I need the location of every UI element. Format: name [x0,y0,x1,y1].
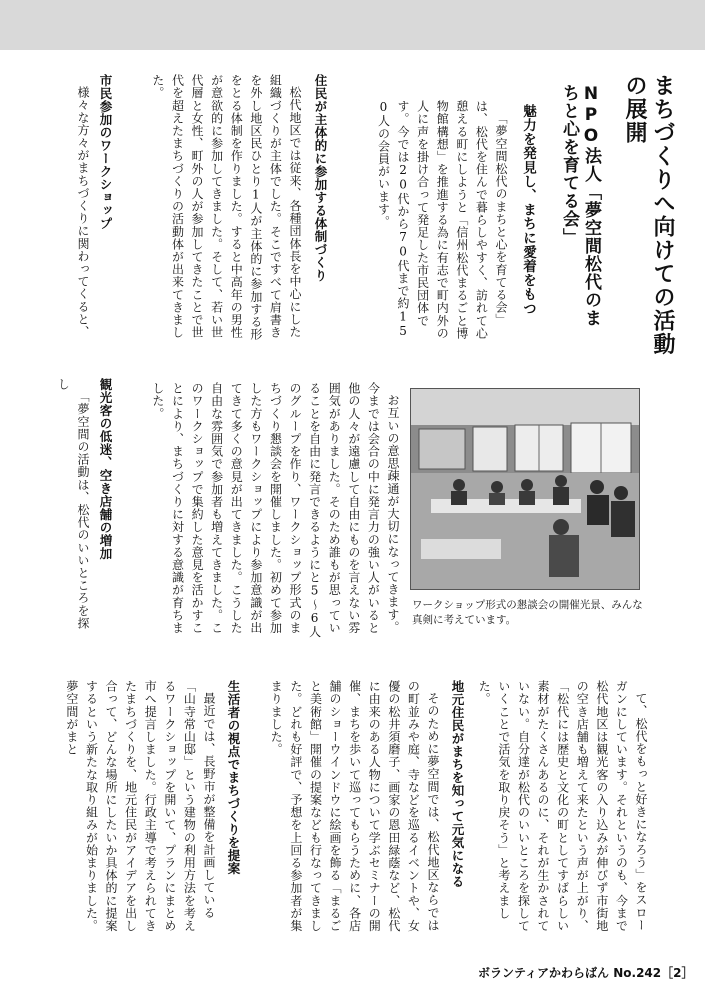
heading-subject: 住民が主体的に参加する体制づくり [313,74,328,282]
local-text: そのために夢空間では、松代地区ならではの町並みや庭、寺などを巡るイベントや、女優の松井須磨子、画家の恩田緑蔭など、松代に由来のある人物について学ぶセミナーの開催、まちを歩いて巡ってもらうために、各店舗のショーウインドウに絵画を飾る「まるごと美術館」開催の提案なども行なってきました。どれも好評で、予想を上回る参加者が集まりました。 [269,680,440,932]
citizen-text: 最近では、長野市が整備を計画している「山寺常山邸」という建物の利用方法を考えるワークショップを開いて、プランにまとめ市へ提言しました。行政主導で考えられてきたまちづくりを、地元住民がアイデアを出し合って、どんな場所にしたいか具体的に提案するという新たな取り組みが始まりました。夢空間がまと [64,680,216,932]
photo-caption: ワークショップ形式の懇談会の開催光景、みんな真剣に考えています。 [412,599,643,626]
citizen-paragraph [66,680,218,942]
middle-text: お互いの意思疎通が大切になってきます。今までは会合の中に発言力の強い人がいると他の人々が遠慮して自由にものを言えない雰囲気がありました。そのため誰もが思っていることを自由に発言できるようにと5〜6人のグループを作り、ワークショップ形式のまちづくり懇談会を開催しました。初めて参加した方もワークショップにより参加意識が出てきて多くの意見が出てきました。こうした自由な雰囲気で参加者も増えてきました。このワークショップで集約した意見を活かすことにより、まちづくりに対する意識が育ちました。 [150,382,400,638]
local-paragraph [254,680,442,942]
intro-text: 「夢空間松代のまちと心を育てる会」は、松代を住んで暮らしやすく、訪れて心憩える町にしようと「信州松代まるごと博物館構想」を推進する為に有志で町内外の人に声を掛け合って発足した市民団体です。今では20代から70代まで約150人の会員がいます。 [376,100,508,340]
heading-shops: 観光客の低迷、空き店舗の増加 [98,378,113,560]
page-footer: ボランティアかわらばん No.242［2］ [478,966,694,980]
heading-workshop: 市民参加のワークショップ [98,74,113,230]
article-subtitle: NPO法人「夢空間松代のまちと心を育てる会」 [559,84,601,327]
shops-text: 「夢空間の活動は、松代のいいところを探し [56,378,90,630]
workshop-photo [410,388,640,590]
heading-local: 地元住民がまちを知って元気になる [450,680,465,888]
heading-citizen: 生活者の視点でまちづくりを提案 [226,680,241,875]
workshop-text: 様々な方々がまちづくりに関わってくると、 [76,86,90,338]
subject-text: 松代地区では従来、各種団体長を中心にした組織づくりが主体でした。そこですべて肩書きを外し地区民ひとり1人が主体的に参加する形をとる体制を作りました。すると中高年の男性が意欲的に参加してきました。そして、若い世代層と女性、町外の人が参加してきたことで世代を超えたまちづくりの活動体が出来てきました。 [150,74,302,341]
workshop-photo-image [411,389,639,589]
lower-text-1: て、松代をもっと好きになろう」をスローガンにしています。それというのも、今まで松代地区は観光客の入り込みが伸びず市街地の空き店舗も増えて来たという声が上がり、「松代には歴史と文化の町としてすばらしい素材がたくさんあるのに、それが生かされていない。自分達が松代のいいところを探していくことで活気を取り戻そう」と考えました。 [477,680,648,932]
workshop-paragraph [70,74,92,350]
intro-paragraph [348,100,510,350]
shops-paragraph [56,378,92,640]
lower-paragraph-1 [470,680,650,942]
subject-paragraph [136,74,304,350]
article-tagline: 魅力を発見し、まちに愛着をもつ [520,104,536,316]
page-title: まちづくりへ向けての活動の展開 [622,74,675,356]
header-band [0,0,705,50]
middle-paragraph [140,382,402,644]
